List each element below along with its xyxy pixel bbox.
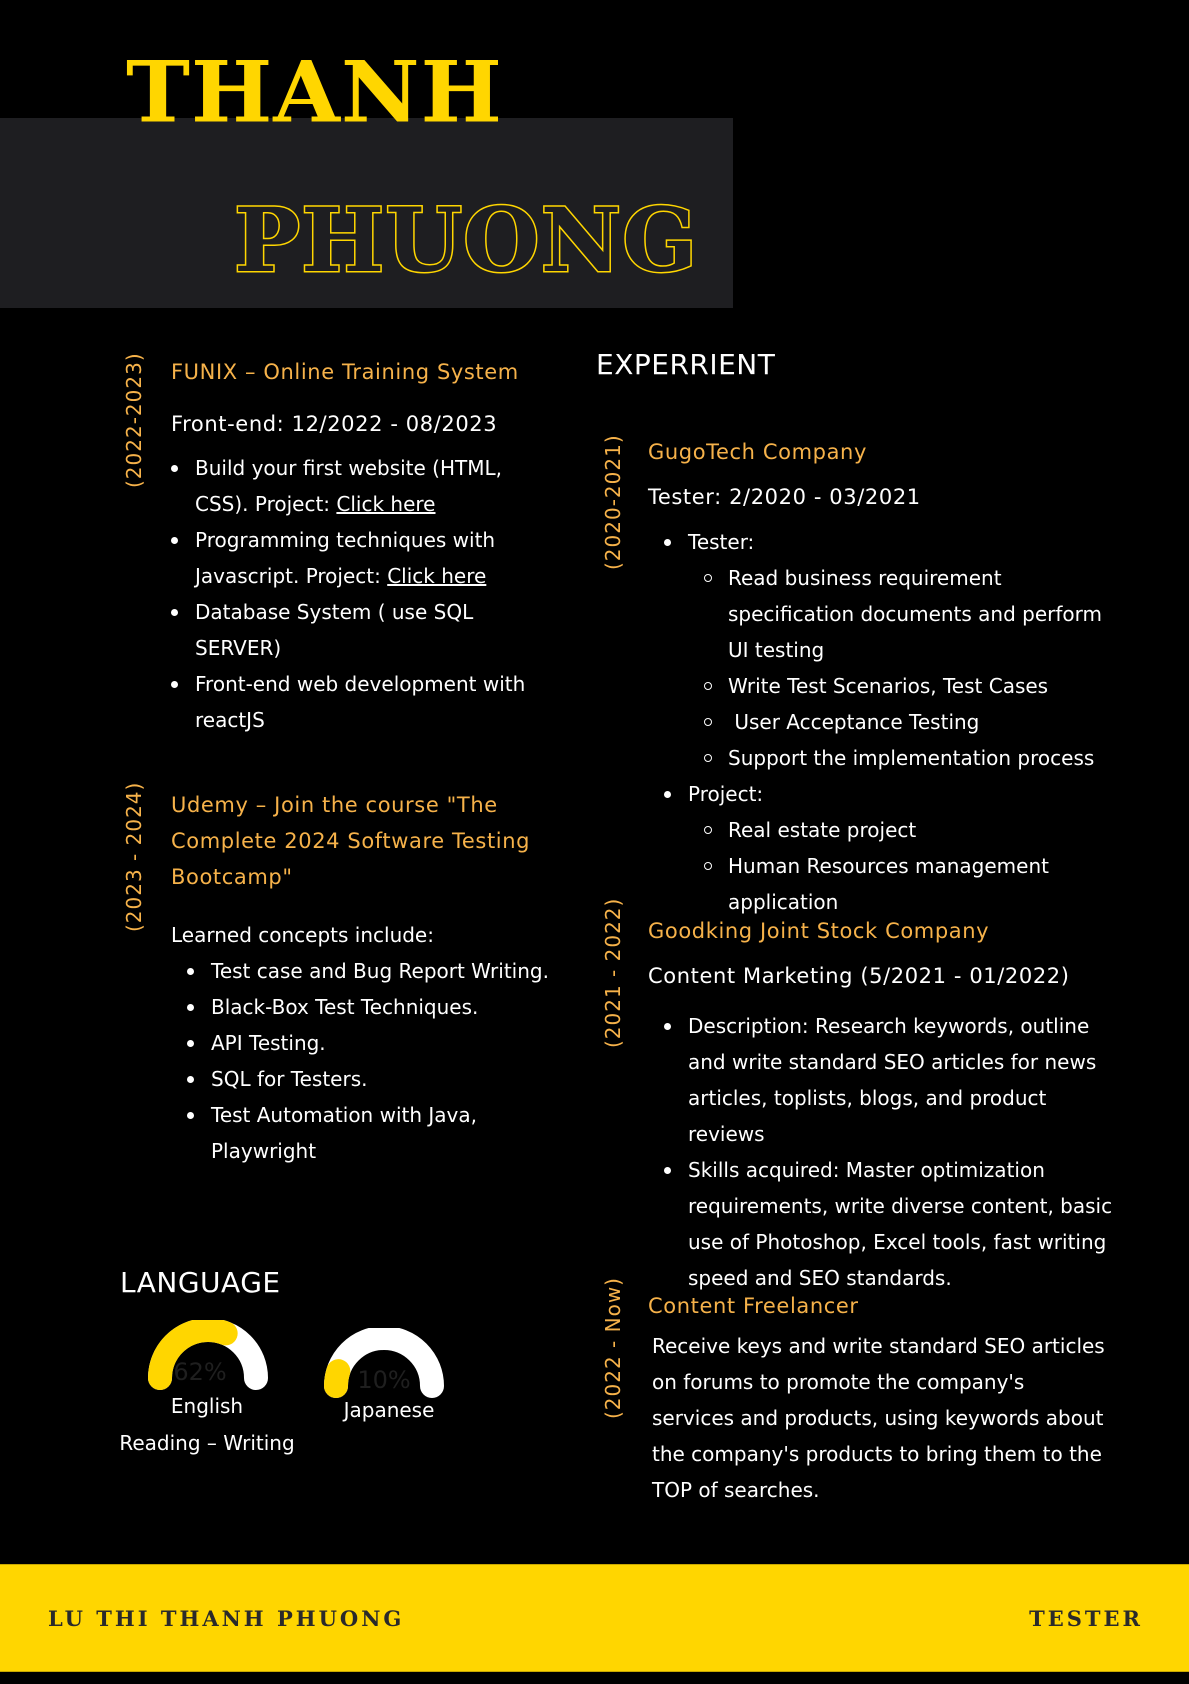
education-intro: Learned concepts include: [171, 923, 434, 947]
job-list [664, 1008, 1128, 1296]
list-item: Test Automation with Java, Playwright [187, 1097, 551, 1169]
gauge-percent: 10% [357, 1366, 411, 1394]
list-item: Programming techniques with Javascript. Project: Click here [171, 522, 551, 594]
education-org: FUNIX – Online Training System [171, 360, 519, 384]
first-name-title: THANH [126, 43, 503, 142]
last-name-title: PHUONG [234, 188, 699, 292]
project-link[interactable]: Click here [336, 492, 436, 516]
education-period-2: (2023 - 2024) [122, 781, 146, 932]
list-item: Skills acquired: Master optimization requirements, write diverse content, basic use of Photoshop, Excel tools, fast writing speed and SEO standards. [664, 1152, 1128, 1296]
japanese-gauge-svg [320, 1328, 460, 1398]
education-role: Front-end: 12/2022 - 08/2023 [171, 412, 498, 436]
gauge-percent: 62% [173, 1358, 227, 1386]
sub-list-item: Support the implementation process [704, 740, 1128, 776]
job-company: GugoTech Company [648, 440, 867, 464]
list-item: Tester: Read business requirement specification documents and perform UI testing Write Test Scenarios, Test Cases User Acceptance Testing Support the implementation process [664, 524, 1128, 776]
english-detail: Reading – Writing [119, 1431, 295, 1455]
sub-list [704, 812, 1128, 920]
sub-list-item: Read business requirement specification documents and perform UI testing [704, 560, 1128, 668]
list-item: Database System ( use SQL SERVER) [171, 594, 551, 666]
japanese-gauge [320, 1328, 460, 1398]
education-entry-2 [171, 787, 551, 1169]
sub-list-item: Write Test Scenarios, Test Cases [704, 668, 1128, 704]
education-org: Udemy – Join the course "The Complete 2024 Software Testing Bootcamp" [171, 793, 531, 889]
english-gauge [138, 1320, 278, 1390]
footer-bar [0, 1564, 1189, 1672]
english-label: English [170, 1394, 244, 1418]
job-entry-2 [648, 913, 1128, 1296]
list-item: Build your first website (HTML, CSS). Project: Click here [171, 450, 551, 522]
education-list [171, 450, 551, 738]
job-entry-3 [648, 1288, 1108, 1508]
list-item: Black-Box Test Techniques. [187, 989, 551, 1025]
education-list [187, 953, 551, 1169]
sub-list-item: Human Resources management application [704, 848, 1128, 920]
job-entry-1 [648, 434, 1128, 920]
job-company: Content Freelancer [648, 1294, 859, 1318]
job-period-2: (2021 - 2022) [601, 897, 625, 1048]
list-item: Description: Research keywords, outline and write standard SEO articles for news articles, toplists, blogs, and product reviews [664, 1008, 1128, 1152]
sub-list-item: Real estate project [704, 812, 1128, 848]
language-title: LANGUAGE [120, 1266, 281, 1299]
education-entry-1 [171, 354, 551, 738]
sub-list [704, 560, 1128, 776]
job-list [664, 524, 1128, 920]
job-description: Receive keys and write standard SEO articles on forums to promote the company's services and products, using keywords about the company's products to bring them to the TOP of searches. [652, 1334, 1105, 1502]
list-item: SQL for Testers. [187, 1061, 551, 1097]
job-role: Content Marketing (5/2021 - 01/2022) [648, 964, 1070, 988]
gauge-fill [336, 1371, 338, 1386]
education-period-1: (2022-2023) [122, 352, 146, 488]
list-item: Test case and Bug Report Writing. [187, 953, 551, 989]
project-link[interactable]: Click here [387, 564, 487, 588]
list-item: API Testing. [187, 1025, 551, 1061]
list-item: Front-end web development with reactJS [171, 666, 551, 738]
list-item: Project: Real estate project Human Resources management application [664, 776, 1128, 920]
experience-title: EXPERRIENT [596, 348, 776, 381]
footer-job-title: TESTER [1029, 1606, 1143, 1631]
japanese-label: Japanese [343, 1398, 435, 1422]
job-period-3: (2022 - Now) [601, 1277, 625, 1419]
footer-name: LU THI THANH PHUONG [48, 1606, 405, 1631]
sub-list-item: User Acceptance Testing [704, 704, 1128, 740]
job-company: Goodking Joint Stock Company [648, 919, 990, 943]
english-gauge-svg [138, 1320, 278, 1390]
job-role: Tester: 2/2020 - 03/2021 [648, 485, 921, 509]
job-period-1: (2020-2021) [601, 434, 625, 570]
